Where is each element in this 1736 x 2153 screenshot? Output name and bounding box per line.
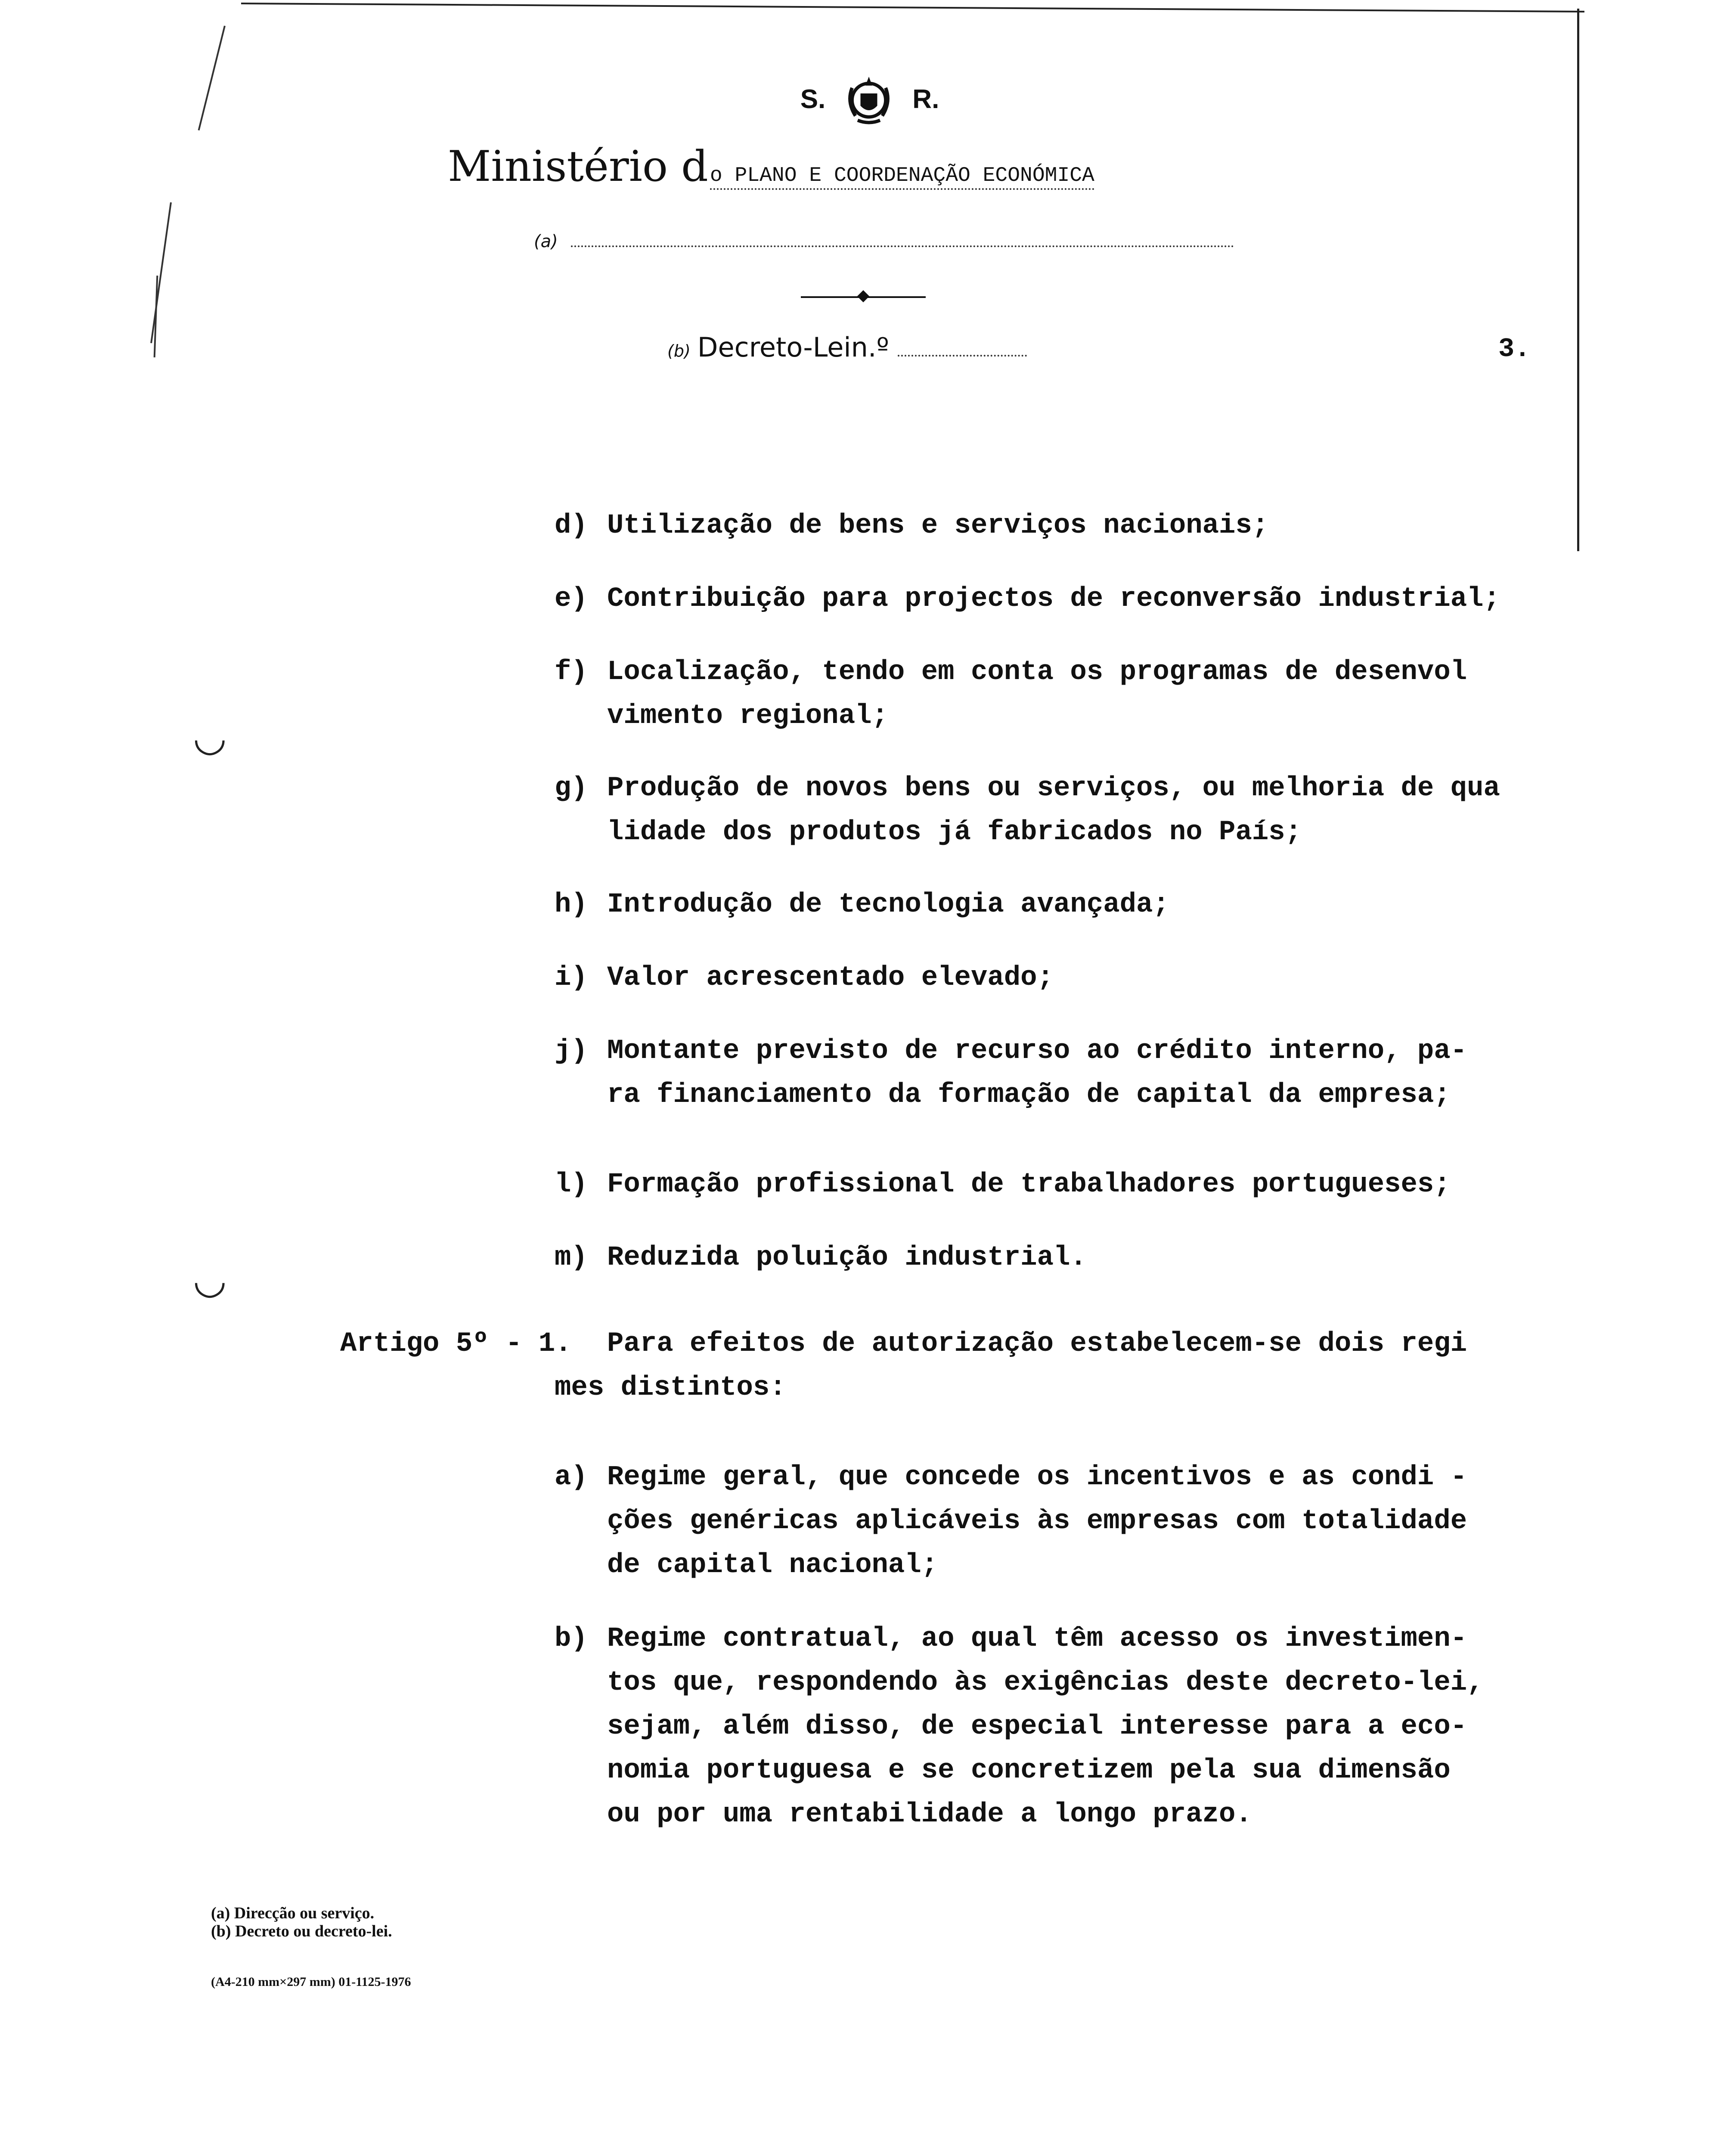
footnote-b: (b) Decreto ou decreto-lei.	[211, 1922, 392, 1940]
regime-line: sejam, além disso, de especial interesse para a eco-	[607, 1711, 1467, 1742]
scan-edge-top	[241, 3, 1584, 12]
list-item-key: m)	[555, 1242, 588, 1273]
list-item-line: Localização, tendo em conta os programas de desenvol	[607, 657, 1467, 688]
regime-line: de capital nacional;	[607, 1550, 938, 1581]
direction-field	[534, 228, 1234, 251]
list-item-key: f)	[555, 657, 588, 688]
article-line: mes distintos:	[555, 1372, 786, 1403]
list-item-line: Produção de novos bens ou serviços, ou melhoria de qua	[607, 773, 1500, 804]
list-item-line: Utilização de bens e serviços nacionais;	[607, 510, 1269, 541]
article-line: Para efeitos de autorização estabelecem-se dois regi	[607, 1328, 1467, 1359]
list-item-line: Contribuição para projectos de reconversão industrial;	[607, 583, 1500, 614]
ministry-title: Ministério d	[448, 142, 708, 191]
regime-key: b)	[555, 1623, 588, 1654]
regime-line: tos que, respondendo às exigências deste decreto-lei,	[607, 1667, 1484, 1698]
list-item-key: l)	[555, 1169, 588, 1200]
coat-of-arms-icon	[841, 71, 897, 127]
ministry-line	[448, 142, 1094, 191]
decree-field-text: Decreto-Lein.º	[697, 332, 889, 363]
ministry-name: o PLANO E COORDENAÇÃO ECONÓMICA	[710, 164, 1094, 190]
page-number: 3.	[1498, 334, 1531, 364]
scan-edge-left	[198, 26, 226, 131]
regime-line: Regime geral, que concede os incentivos e as condi -	[607, 1462, 1467, 1493]
form-code: (A4-210 mm×297 mm) 01-1125-1976	[211, 1975, 411, 1989]
list-item-line: lidade dos produtos já fabricados no País;	[607, 817, 1302, 848]
regime-line: ções genéricas aplicáveis às empresas com totalidade	[607, 1506, 1467, 1537]
list-item-line: Montante previsto de recurso ao crédito interno, pa-	[607, 1036, 1467, 1067]
list-item-key: i)	[555, 962, 588, 993]
list-item-key: j)	[555, 1036, 588, 1067]
list-item-key: g)	[555, 773, 588, 804]
dotted-fill-line	[571, 228, 1234, 247]
regime-line: Regime contratual, ao qual têm acesso os investimen-	[607, 1623, 1467, 1654]
regime-line: nomia portuguesa e se concretizem pela sua dimensão	[607, 1755, 1451, 1786]
list-item-line: ra financiamento da formação de capital da empresa;	[607, 1080, 1451, 1111]
hole-punch-mark: ◡	[193, 1257, 227, 1303]
list-item-key: d)	[555, 510, 588, 541]
header-letters	[762, 69, 977, 129]
direction-field-label: (a)	[534, 232, 558, 251]
list-item-line: Valor acrescentado elevado;	[607, 962, 1054, 993]
list-item-line: vimento regional;	[607, 701, 888, 732]
footnote-a: (a) Direcção ou serviço.	[211, 1904, 375, 1922]
decree-field-label: (b)	[667, 341, 691, 360]
decree-field	[667, 332, 1027, 363]
list-item-line: Formação profissional de trabalhadores portugueses;	[607, 1169, 1451, 1200]
header-letter-r: R.	[912, 84, 939, 114]
scan-edge-right	[1577, 9, 1579, 551]
header-letter-s: S.	[800, 84, 826, 114]
article-heading: Artigo 5º - 1.	[340, 1328, 572, 1359]
list-item-key: e)	[555, 583, 588, 614]
dotted-fill-line	[898, 338, 1027, 357]
hole-punch-mark: ◡	[193, 715, 227, 760]
regime-key: a)	[555, 1462, 588, 1493]
regime-line: ou por uma rentabilidade a longo prazo.	[607, 1799, 1252, 1830]
list-item-line: Introdução de tecnologia avançada;	[607, 889, 1169, 920]
list-item-key: h)	[555, 889, 588, 920]
divider-diamond-icon	[857, 290, 869, 302]
scan-edge-left	[150, 202, 172, 343]
list-item-line: Reduzida poluição industrial.	[607, 1242, 1087, 1273]
